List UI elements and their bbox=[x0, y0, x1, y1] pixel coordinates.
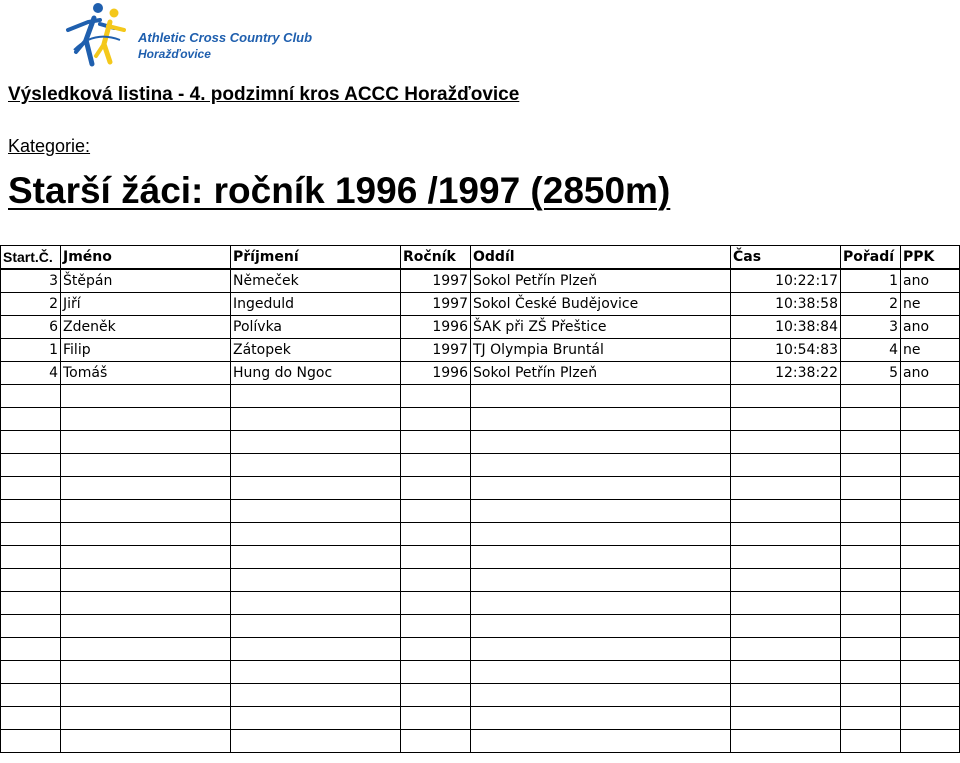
empty-cell bbox=[401, 569, 471, 592]
category-name: Starší žáci: ročník 1996 /1997 (2850m) bbox=[8, 170, 671, 211]
empty-cell bbox=[841, 707, 901, 730]
empty-cell bbox=[471, 707, 731, 730]
empty-cell bbox=[731, 592, 841, 615]
header-row bbox=[1, 246, 960, 270]
empty-cell bbox=[401, 730, 471, 753]
empty-row bbox=[1, 592, 960, 615]
cell-start-no: 2 bbox=[1, 293, 61, 316]
col-rank: Pořadí bbox=[841, 246, 901, 270]
empty-cell bbox=[401, 638, 471, 661]
cell-start-no: 3 bbox=[1, 269, 61, 293]
empty-cell bbox=[841, 454, 901, 477]
cell-first-name: Jiří bbox=[61, 293, 231, 316]
empty-row bbox=[1, 615, 960, 638]
empty-row bbox=[1, 730, 960, 753]
empty-cell bbox=[471, 431, 731, 454]
empty-row bbox=[1, 546, 960, 569]
empty-cell bbox=[471, 523, 731, 546]
empty-row bbox=[1, 523, 960, 546]
cell-time: 10:22:17 bbox=[731, 269, 841, 293]
empty-cell bbox=[901, 592, 960, 615]
empty-cell bbox=[471, 408, 731, 431]
empty-cell bbox=[231, 385, 401, 408]
empty-cell bbox=[61, 546, 231, 569]
empty-cell bbox=[61, 477, 231, 500]
empty-cell bbox=[471, 546, 731, 569]
empty-cell bbox=[1, 569, 61, 592]
empty-cell bbox=[61, 569, 231, 592]
empty-cell bbox=[231, 592, 401, 615]
cell-last-name: Polívka bbox=[231, 316, 401, 339]
table-row bbox=[1, 316, 960, 339]
cell-time: 10:54:83 bbox=[731, 339, 841, 362]
empty-cell bbox=[231, 707, 401, 730]
empty-cell bbox=[731, 661, 841, 684]
empty-cell bbox=[61, 730, 231, 753]
empty-cell bbox=[1, 707, 61, 730]
empty-cell bbox=[731, 500, 841, 523]
cell-last-name: Hung do Ngoc bbox=[231, 362, 401, 385]
empty-cell bbox=[1, 454, 61, 477]
empty-cell bbox=[841, 684, 901, 707]
cell-last-name: Němeček bbox=[231, 269, 401, 293]
cell-rank: 4 bbox=[841, 339, 901, 362]
empty-cell bbox=[231, 546, 401, 569]
runner-logo-icon bbox=[64, 0, 313, 66]
empty-cell bbox=[471, 569, 731, 592]
empty-cell bbox=[731, 569, 841, 592]
logo-line1: Athletic Cross Country Club bbox=[138, 30, 313, 45]
document-title: Výsledková listina - 4. podzimní kros ACCC Horažďovice bbox=[8, 84, 520, 105]
empty-cell bbox=[841, 500, 901, 523]
empty-cell bbox=[901, 454, 960, 477]
cell-year: 1996 bbox=[401, 362, 471, 385]
empty-cell bbox=[231, 500, 401, 523]
cell-first-name: Tomáš bbox=[61, 362, 231, 385]
cell-last-name: Ingeduld bbox=[231, 293, 401, 316]
empty-cell bbox=[841, 569, 901, 592]
empty-cell bbox=[731, 684, 841, 707]
cell-last-name: Zátopek bbox=[231, 339, 401, 362]
col-ppk: PPK bbox=[901, 246, 960, 270]
logo-line2: Horažďovice bbox=[138, 47, 211, 61]
cell-club: Sokol Petřín Plzeň bbox=[471, 362, 731, 385]
empty-cell bbox=[1, 477, 61, 500]
empty-cell bbox=[1, 615, 61, 638]
cell-year: 1997 bbox=[401, 269, 471, 293]
empty-row bbox=[1, 638, 960, 661]
empty-cell bbox=[841, 408, 901, 431]
cell-first-name: Filip bbox=[61, 339, 231, 362]
empty-cell bbox=[401, 592, 471, 615]
empty-row bbox=[1, 385, 960, 408]
empty-cell bbox=[1, 523, 61, 546]
cell-start-no: 6 bbox=[1, 316, 61, 339]
cell-rank: 3 bbox=[841, 316, 901, 339]
empty-cell bbox=[401, 408, 471, 431]
empty-cell bbox=[1, 385, 61, 408]
empty-cell bbox=[231, 684, 401, 707]
empty-row bbox=[1, 477, 960, 500]
cell-ppk: ano bbox=[901, 362, 960, 385]
empty-cell bbox=[731, 638, 841, 661]
empty-cell bbox=[61, 500, 231, 523]
empty-cell bbox=[841, 385, 901, 408]
empty-cell bbox=[731, 523, 841, 546]
empty-cell bbox=[841, 431, 901, 454]
cell-start-no: 4 bbox=[1, 362, 61, 385]
empty-cell bbox=[231, 408, 401, 431]
cell-rank: 2 bbox=[841, 293, 901, 316]
empty-cell bbox=[1, 730, 61, 753]
empty-cell bbox=[471, 592, 731, 615]
empty-cell bbox=[901, 385, 960, 408]
empty-cell bbox=[731, 454, 841, 477]
empty-row bbox=[1, 454, 960, 477]
empty-cell bbox=[1, 661, 61, 684]
table-row bbox=[1, 339, 960, 362]
empty-cell bbox=[841, 730, 901, 753]
results-table bbox=[0, 245, 960, 753]
empty-cell bbox=[731, 730, 841, 753]
empty-cell bbox=[471, 661, 731, 684]
empty-cell bbox=[901, 638, 960, 661]
col-start-no: Start.Č. bbox=[1, 246, 61, 270]
cell-year: 1997 bbox=[401, 293, 471, 316]
empty-cell bbox=[231, 638, 401, 661]
cell-rank: 5 bbox=[841, 362, 901, 385]
empty-cell bbox=[471, 684, 731, 707]
empty-cell bbox=[471, 638, 731, 661]
empty-cell bbox=[401, 546, 471, 569]
empty-cell bbox=[231, 730, 401, 753]
category-label: Kategorie: bbox=[8, 136, 91, 156]
col-first-name: Jméno bbox=[61, 246, 231, 270]
cell-year: 1996 bbox=[401, 316, 471, 339]
empty-cell bbox=[231, 477, 401, 500]
table-row bbox=[1, 362, 960, 385]
cell-ppk: ano bbox=[901, 316, 960, 339]
empty-row bbox=[1, 500, 960, 523]
empty-cell bbox=[61, 661, 231, 684]
col-club: Oddíl bbox=[471, 246, 731, 270]
empty-cell bbox=[901, 523, 960, 546]
empty-cell bbox=[901, 661, 960, 684]
empty-cell bbox=[471, 477, 731, 500]
cell-first-name: Štěpán bbox=[61, 269, 231, 293]
empty-cell bbox=[731, 431, 841, 454]
empty-cell bbox=[841, 615, 901, 638]
empty-cell bbox=[1, 638, 61, 661]
empty-cell bbox=[401, 500, 471, 523]
cell-start-no: 1 bbox=[1, 339, 61, 362]
cell-first-name: Zdeněk bbox=[61, 316, 231, 339]
empty-cell bbox=[1, 500, 61, 523]
empty-cell bbox=[61, 638, 231, 661]
empty-cell bbox=[901, 615, 960, 638]
empty-cell bbox=[901, 408, 960, 431]
cell-club: Sokol České Budějovice bbox=[471, 293, 731, 316]
col-year: Ročník bbox=[401, 246, 471, 270]
empty-row bbox=[1, 431, 960, 454]
empty-cell bbox=[1, 408, 61, 431]
empty-row bbox=[1, 661, 960, 684]
empty-cell bbox=[231, 569, 401, 592]
cell-time: 10:38:58 bbox=[731, 293, 841, 316]
empty-cell bbox=[901, 569, 960, 592]
empty-cell bbox=[401, 661, 471, 684]
cell-year: 1997 bbox=[401, 339, 471, 362]
empty-cell bbox=[731, 408, 841, 431]
empty-cell bbox=[61, 592, 231, 615]
empty-row bbox=[1, 408, 960, 431]
empty-cell bbox=[401, 707, 471, 730]
col-last-name: Příjmení bbox=[231, 246, 401, 270]
empty-cell bbox=[901, 684, 960, 707]
empty-cell bbox=[401, 684, 471, 707]
col-time: Čas bbox=[731, 246, 841, 270]
empty-cell bbox=[61, 707, 231, 730]
empty-cell bbox=[471, 730, 731, 753]
cell-ppk: ne bbox=[901, 293, 960, 316]
cell-time: 12:38:22 bbox=[731, 362, 841, 385]
empty-cell bbox=[61, 385, 231, 408]
empty-row bbox=[1, 707, 960, 730]
empty-cell bbox=[471, 385, 731, 408]
empty-cell bbox=[61, 523, 231, 546]
cell-club: TJ Olympia Bruntál bbox=[471, 339, 731, 362]
cell-time: 10:38:84 bbox=[731, 316, 841, 339]
cell-club: Sokol Petřín Plzeň bbox=[471, 269, 731, 293]
empty-cell bbox=[1, 546, 61, 569]
empty-cell bbox=[401, 385, 471, 408]
empty-cell bbox=[901, 546, 960, 569]
club-logo bbox=[64, 0, 313, 66]
empty-cell bbox=[231, 615, 401, 638]
empty-cell bbox=[731, 615, 841, 638]
empty-cell bbox=[731, 707, 841, 730]
empty-cell bbox=[401, 523, 471, 546]
empty-cell bbox=[841, 638, 901, 661]
empty-cell bbox=[61, 431, 231, 454]
cell-rank: 1 bbox=[841, 269, 901, 293]
empty-cell bbox=[231, 431, 401, 454]
cell-ppk: ne bbox=[901, 339, 960, 362]
empty-cell bbox=[471, 615, 731, 638]
empty-cell bbox=[901, 707, 960, 730]
empty-cell bbox=[841, 523, 901, 546]
empty-cell bbox=[401, 431, 471, 454]
empty-cell bbox=[61, 454, 231, 477]
empty-cell bbox=[841, 477, 901, 500]
empty-cell bbox=[841, 592, 901, 615]
empty-cell bbox=[731, 385, 841, 408]
empty-cell bbox=[1, 684, 61, 707]
empty-cell bbox=[841, 661, 901, 684]
empty-cell bbox=[401, 615, 471, 638]
empty-row bbox=[1, 684, 960, 707]
empty-cell bbox=[731, 546, 841, 569]
empty-cell bbox=[61, 408, 231, 431]
empty-cell bbox=[731, 477, 841, 500]
empty-row bbox=[1, 569, 960, 592]
empty-cell bbox=[901, 500, 960, 523]
cell-club: ŠAK při ZŠ Přeštice bbox=[471, 316, 731, 339]
empty-cell bbox=[901, 477, 960, 500]
empty-cell bbox=[231, 661, 401, 684]
empty-cell bbox=[471, 454, 731, 477]
empty-cell bbox=[901, 730, 960, 753]
empty-cell bbox=[1, 592, 61, 615]
table-row bbox=[1, 293, 960, 316]
empty-cell bbox=[231, 454, 401, 477]
empty-cell bbox=[401, 454, 471, 477]
cell-ppk: ano bbox=[901, 269, 960, 293]
empty-cell bbox=[231, 523, 401, 546]
empty-cell bbox=[1, 431, 61, 454]
empty-cell bbox=[901, 431, 960, 454]
empty-cell bbox=[401, 477, 471, 500]
table-row bbox=[1, 269, 960, 293]
empty-cell bbox=[61, 615, 231, 638]
empty-cell bbox=[841, 546, 901, 569]
empty-cell bbox=[471, 500, 731, 523]
empty-cell bbox=[61, 684, 231, 707]
